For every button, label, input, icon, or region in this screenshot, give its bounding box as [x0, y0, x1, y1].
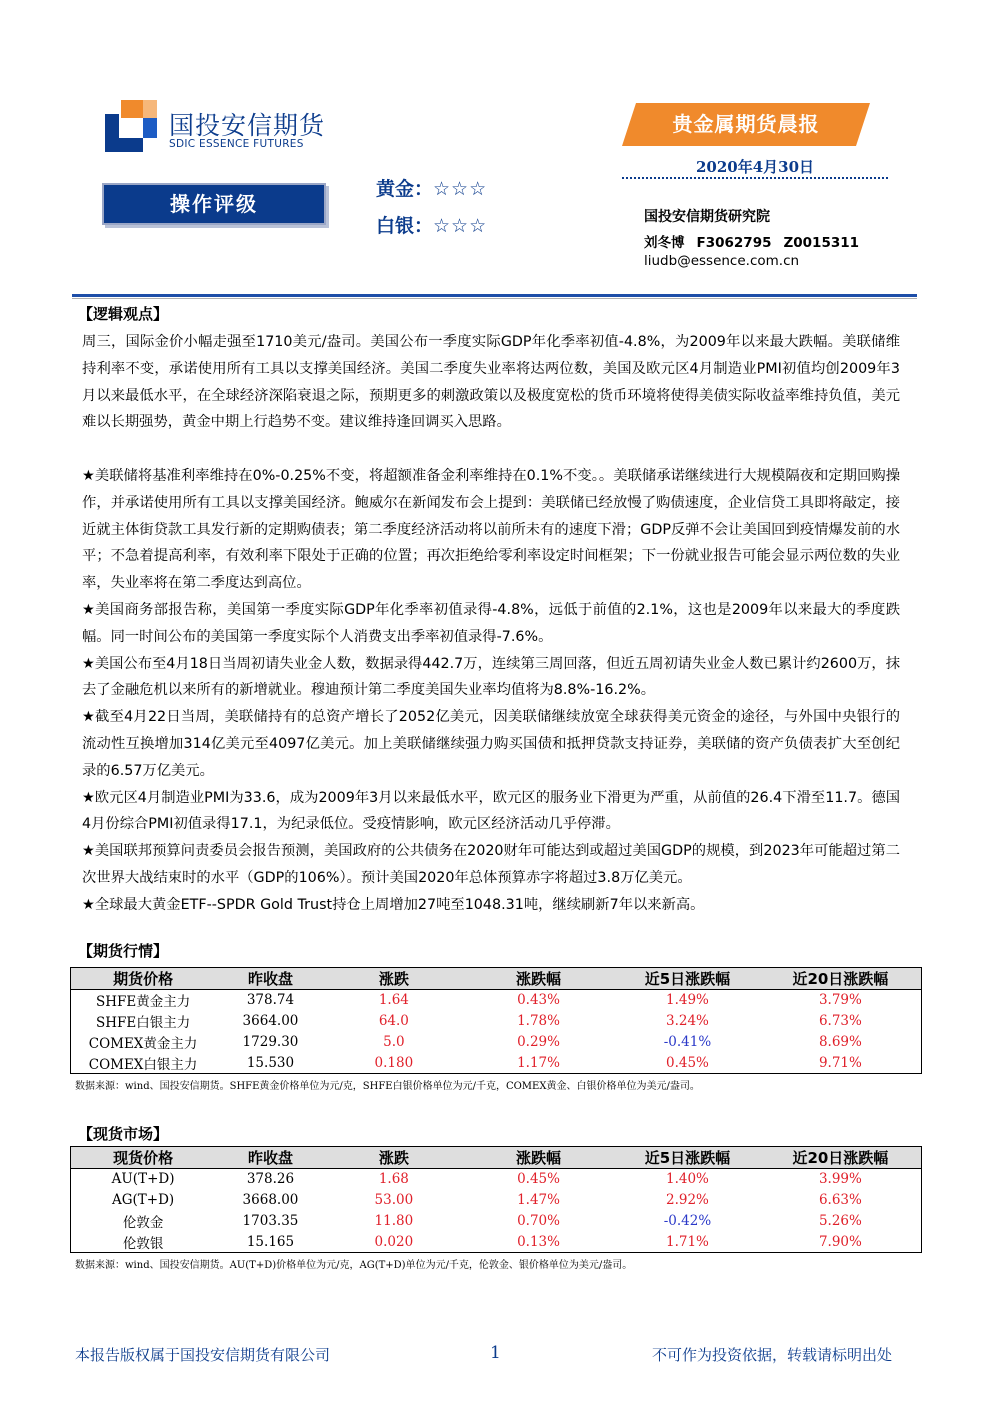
- change: 1.68: [378, 1171, 409, 1188]
- analyst-info: [644, 231, 871, 251]
- analyst-email: liudb@essence.com.cn: [644, 253, 800, 269]
- prev-close: 15.530: [246, 1054, 295, 1071]
- prev-close: 3664.00: [242, 1013, 299, 1029]
- spot-source-note: 数据来源：wind、国投安信期货。AU(T+D)价格单位为元/克，AG(T+D)单位为元/千克，伦敦金、银价格单位为美元/盎司。: [75, 1260, 633, 1271]
- instrument-name: COMEX白银主力: [88, 1056, 198, 1073]
- column-header: 近5日涨跌幅: [615, 1147, 760, 1169]
- change-5d: 1.40%: [665, 1171, 709, 1188]
- research-institute: 国投安信期货研究院: [644, 209, 770, 225]
- change: 5.0: [383, 1034, 405, 1050]
- change-5d: -0.42%: [663, 1213, 712, 1229]
- report-title-banner: [622, 103, 870, 146]
- footer-copyright: 本报告版权属于国投安信期货有限公司: [75, 1346, 331, 1364]
- column-header: 涨跌: [326, 968, 462, 990]
- logo-name: 国投安信期货: [169, 111, 326, 140]
- gold-rating-stars: ☆☆☆: [433, 178, 488, 200]
- spot-heading: 【现货市场】: [78, 1125, 169, 1143]
- analyst-license-1: F3062795: [696, 235, 772, 251]
- change-5d: 0.45%: [665, 1054, 709, 1071]
- instrument-name: SHFE黄金主力: [95, 994, 191, 1011]
- logo-english-name: SDIC ESSENCE FUTURES: [169, 138, 304, 150]
- silver-rating-label: 白银：: [376, 215, 434, 237]
- logic-point: ★美国联邦预算问责委员会报告预测，美国政府的公共债务在2020财年可能达到或超过美国GDP的规模，到2023年可能超过第二次世界大战结束时的水平（GDP的106%）。预计美国2020年总体预算赤字将超过3.8万亿美元。: [82, 843, 900, 886]
- prev-close: 378.26: [246, 1171, 295, 1188]
- logic-point: ★欧元区4月制造业PMI为33.6，成为2009年3月以来最低水平，欧元区的服务业下滑更为严重，从前值的26.4下滑至11.7。德国4月份综合PMI初值录得17.1，为纪录低位。受疫情影响，欧元区经济活动几乎停滞。: [82, 789, 900, 833]
- column-header: 涨跌: [326, 1147, 462, 1169]
- table-row: [71, 1011, 922, 1032]
- change-20d: 6.73%: [818, 1013, 862, 1029]
- change-20d: 9.71%: [818, 1054, 862, 1071]
- change-20d: 7.90%: [818, 1233, 862, 1250]
- prev-close: 1703.35: [242, 1213, 299, 1229]
- logic-point: ★美国商务部报告称，美国第一季度实际GDP年化季率初值录得-4.8%，远低于前值的2.1%，这也是2009年以来最大的季度跌幅。同一时间公布的美国第一季度实际个人消费支出季率初值录得-7.6%。: [82, 601, 900, 645]
- table-row: [71, 1211, 922, 1232]
- footer-disclaimer: 不可作为投资依据，转载请标明出处: [652, 1346, 893, 1364]
- logic-body: [82, 329, 900, 919]
- change: 64.0: [378, 1013, 409, 1029]
- change-pct: 0.43%: [517, 992, 560, 1009]
- change-20d: 8.69%: [818, 1034, 862, 1050]
- change-pct: 1.47%: [517, 1192, 560, 1208]
- instrument-name: COMEX黄金主力: [88, 1036, 198, 1052]
- rating-label-box: 操作评级: [102, 183, 326, 225]
- column-header: 期货价格: [71, 968, 216, 990]
- column-header: 涨跌幅: [462, 1147, 615, 1169]
- column-header: 昨收盘: [215, 1147, 326, 1169]
- change-20d: 3.99%: [818, 1171, 862, 1188]
- instrument-name: 伦敦银: [122, 1235, 164, 1252]
- logic-point: ★全球最大黄金ETF--SPDR Gold Trust持仓上周增加27吨至1048.31吨，继续刷新7年以来新高。: [82, 896, 705, 913]
- prev-close: 378.74: [246, 992, 295, 1009]
- change-5d: 1.71%: [665, 1233, 709, 1250]
- gold-rating-label: 黄金：: [376, 178, 434, 200]
- change-20d: 3.79%: [818, 992, 862, 1009]
- header-divider: [72, 294, 917, 297]
- logic-heading: 【逻辑观点】: [78, 305, 169, 323]
- change-20d: 5.26%: [818, 1213, 862, 1229]
- futures-table: [70, 967, 922, 1074]
- logic-summary: 周三，国际金价小幅走强至1710美元/盎司。美国公布一季度实际GDP年化季率初值-4.8%，为2009年以来最大跌幅。美联储维持利率不变，承诺使用所有工具以支撑美国经济。美国二季度失业率将达两位数，美国及欧元区4月制造业PMI初值均创2009年3月以来最低水平，在全球经济深陷衰退之际，预期更多的刺激政策以及极度宽松的货币环境将使得美债实际收益率维持负值，美元难以长期强势，黄金中期上行趋势不变。建议维持逢回调买入思路。: [82, 334, 900, 431]
- change: 0.020: [374, 1233, 414, 1250]
- silver-rating-stars: ☆☆☆: [433, 215, 488, 237]
- logo-mark-icon: [105, 100, 157, 152]
- table-header-row: [71, 968, 922, 990]
- report-date: 2020年4月30日: [695, 158, 815, 176]
- instrument-name: AU(T+D): [111, 1171, 175, 1188]
- prev-close: 15.165: [246, 1233, 295, 1250]
- change-pct: 0.29%: [517, 1034, 560, 1050]
- change-pct: 0.70%: [517, 1213, 560, 1229]
- table-row: [71, 990, 922, 1011]
- change: 53.00: [374, 1192, 414, 1208]
- table-row: [71, 1032, 922, 1053]
- column-header: 近5日涨跌幅: [615, 968, 760, 990]
- futures-heading: 【期货行情】: [78, 942, 169, 960]
- instrument-name: SHFE白银主力: [95, 1015, 191, 1031]
- silver-rating: [376, 211, 487, 238]
- paragraph-gap: [82, 436, 900, 463]
- analyst-license-2: Z0015311: [783, 235, 860, 251]
- header-divider-thin: [72, 298, 917, 299]
- prev-close: 3668.00: [242, 1192, 299, 1208]
- column-header: 近20日涨跌幅: [760, 1147, 922, 1169]
- change: 11.80: [374, 1213, 414, 1229]
- change: 0.180: [374, 1054, 414, 1071]
- table-row: [71, 1053, 922, 1074]
- spot-table: [70, 1146, 922, 1253]
- table-row: [71, 1190, 922, 1211]
- logic-point: ★截至4月22日当周，美联储持有的总资产增长了2052亿美元，因美联储继续放宽全球获得美元资金的途径，与外国中央银行的流动性互换增加314亿美元至4097亿美元。加上美联储继续强力购买国债和抵押贷款支持证券，美联储的资产负债表扩大至创纪录的6.57万亿美元。: [82, 709, 900, 779]
- analyst-name: 刘冬博: [644, 235, 685, 251]
- change-5d: 1.49%: [665, 992, 709, 1009]
- company-logo: [105, 100, 345, 156]
- table-row: [71, 1169, 922, 1190]
- gold-rating: [376, 174, 487, 201]
- column-header: 近20日涨跌幅: [760, 968, 922, 990]
- change-pct: 0.45%: [517, 1171, 560, 1188]
- column-header: 昨收盘: [215, 968, 326, 990]
- change-20d: 6.63%: [818, 1192, 862, 1208]
- change-5d: 2.92%: [665, 1192, 709, 1208]
- futures-source-note: 数据来源：wind、国投安信期货。SHFE黄金价格单位为元/克，SHFE白银价格单位为元/千克，COMEX黄金、白银价格单位为美元/盎司。: [75, 1081, 700, 1092]
- change-5d: 3.24%: [665, 1013, 709, 1029]
- change-pct: 1.17%: [517, 1054, 560, 1071]
- report-title: 贵金属期货晨报: [672, 112, 820, 136]
- change-pct: 0.13%: [517, 1233, 560, 1250]
- change-5d: -0.41%: [663, 1034, 712, 1050]
- table-header-row: [71, 1147, 922, 1169]
- instrument-name: 伦敦金: [122, 1215, 164, 1231]
- table-row: [71, 1232, 922, 1253]
- change: 1.64: [378, 992, 409, 1009]
- change-pct: 1.78%: [517, 1013, 560, 1029]
- logic-point: ★美联储将基准利率维持在0%-0.25%不变，将超额准备金利率维持在0.1%不变。。美联储承诺继续进行大规模隔夜和定期回购操作，并承诺使用所有工具以支撑美国经济。鲍威尔在新闻发布会上提到：美联储已经放慢了购债速度，企业信贷工具即将敲定，接近就主体街贷款工具发行新的定期购债表；第二季度经济活动将以前所未有的速度下滑；GDP反弹不会让美国回到疫情爆发前的水平；不急着提高利率，有效利率下限处于正确的位置；再次拒绝给零利率设定时间框架；下一份就业报告可能会显示两位数的失业率，失业率将在第二季度达到高位。: [82, 467, 900, 592]
- logic-point: ★美国公布至4月18日当周初请失业金人数，数据录得442.7万，连续第三周回落，但近五周初请失业金人数已累计约2600万，抹去了金融危机以来所有的新增就业。穆迪预计第二季度美国失业率均值将为8.8%-16.2%。: [82, 655, 900, 699]
- prev-close: 1729.30: [242, 1034, 299, 1050]
- date-divider: [622, 177, 888, 179]
- instrument-name: AG(T+D): [111, 1192, 175, 1208]
- column-header: 涨跌幅: [462, 968, 615, 990]
- column-header: 现货价格: [71, 1147, 216, 1169]
- page-number: 1: [490, 1343, 501, 1363]
